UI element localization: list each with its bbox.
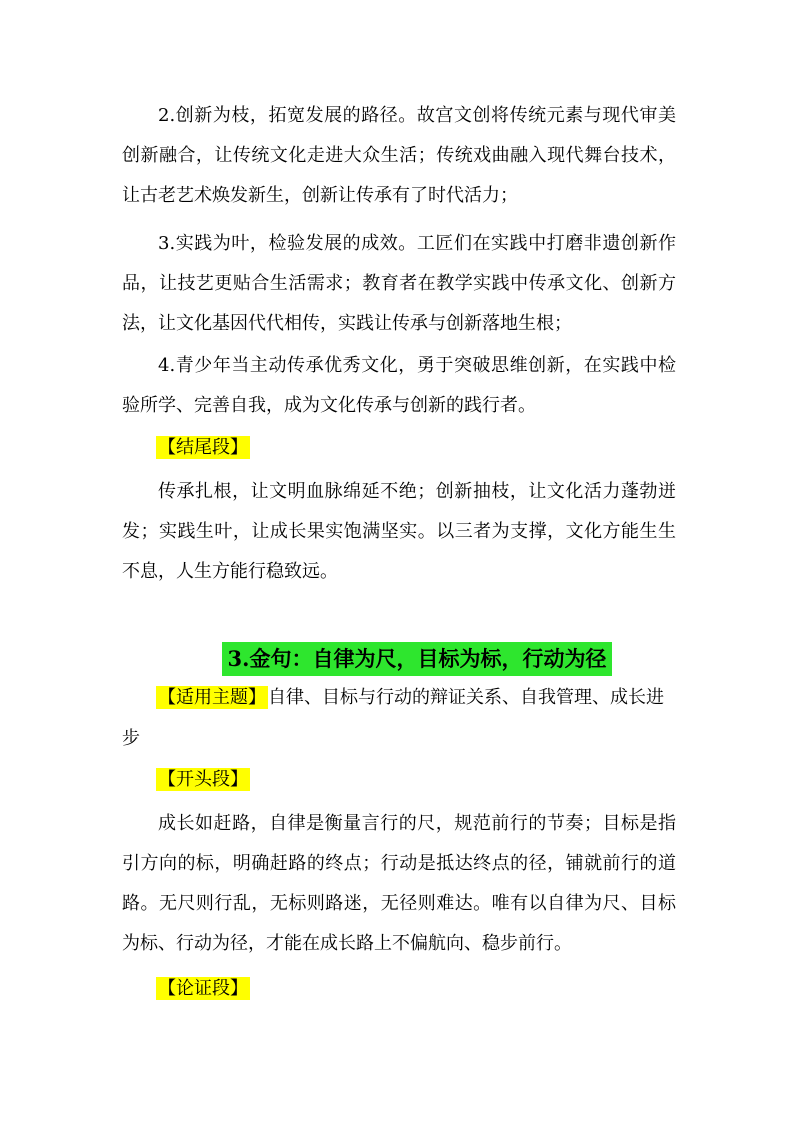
paragraph-point-2: 2.创新为枝，拓宽发展的路径。故宫文创将传统元素与现代审美创新融合，让传统文化走进大众生活；传统戏曲融入现代舞台技术，让古老艺术焕发新生，创新让传承有了时代活力； — [122, 105, 676, 206]
theme-text: 自律、目标与行动的辩证关系、自我管理、成长进 — [268, 687, 664, 708]
ending-label-line — [156, 436, 250, 460]
argument-label-line — [156, 977, 250, 1001]
argument-label: 【论证段】 — [158, 978, 248, 999]
theme-text-continuation: 步 — [122, 728, 140, 749]
theme-label: 【适用主题】 — [158, 687, 266, 708]
section-3-heading: 3.金句：自律为尺，目标为标，行动为径 — [222, 642, 612, 676]
opening-paragraph: 成长如赶路，自律是衡量言行的尺，规范前行的节奏；目标是指引方向的标，明确赶路的终点；行动是抵达终点的径，铺就前行的道路。无尺则行乱，无标则路迷，无径则难达。唯有以自律为尺、目标为标、行动为径，才能在成长路上不偏航向、稳步前行。 — [122, 813, 676, 954]
ending-label: 【结尾段】 — [158, 437, 248, 458]
theme-line — [156, 686, 664, 710]
opening-label: 【开头段】 — [158, 769, 248, 790]
paragraph-point-3: 3.实践为叶，检验发展的成效。工匠们在实践中打磨非遗创新作品，让技艺更贴合生活需求；教育者在教学实践中传承文化、创新方法，让文化基因代代相传，实践让传承与创新落地生根； — [122, 233, 676, 334]
opening-label-line — [156, 768, 250, 792]
paragraph-point-4: 4.青少年当主动传承优秀文化，勇于突破思维创新，在实践中检验所学、完善自我，成为文化传承与创新的践行者。 — [122, 355, 676, 416]
ending-paragraph: 传承扎根，让文明血脉绵延不绝；创新抽枝，让文化活力蓬勃迸发；实践生叶，让成长果实饱满坚实。以三者为支撑，文化方能生生不息，人生方能行稳致远。 — [122, 481, 676, 582]
